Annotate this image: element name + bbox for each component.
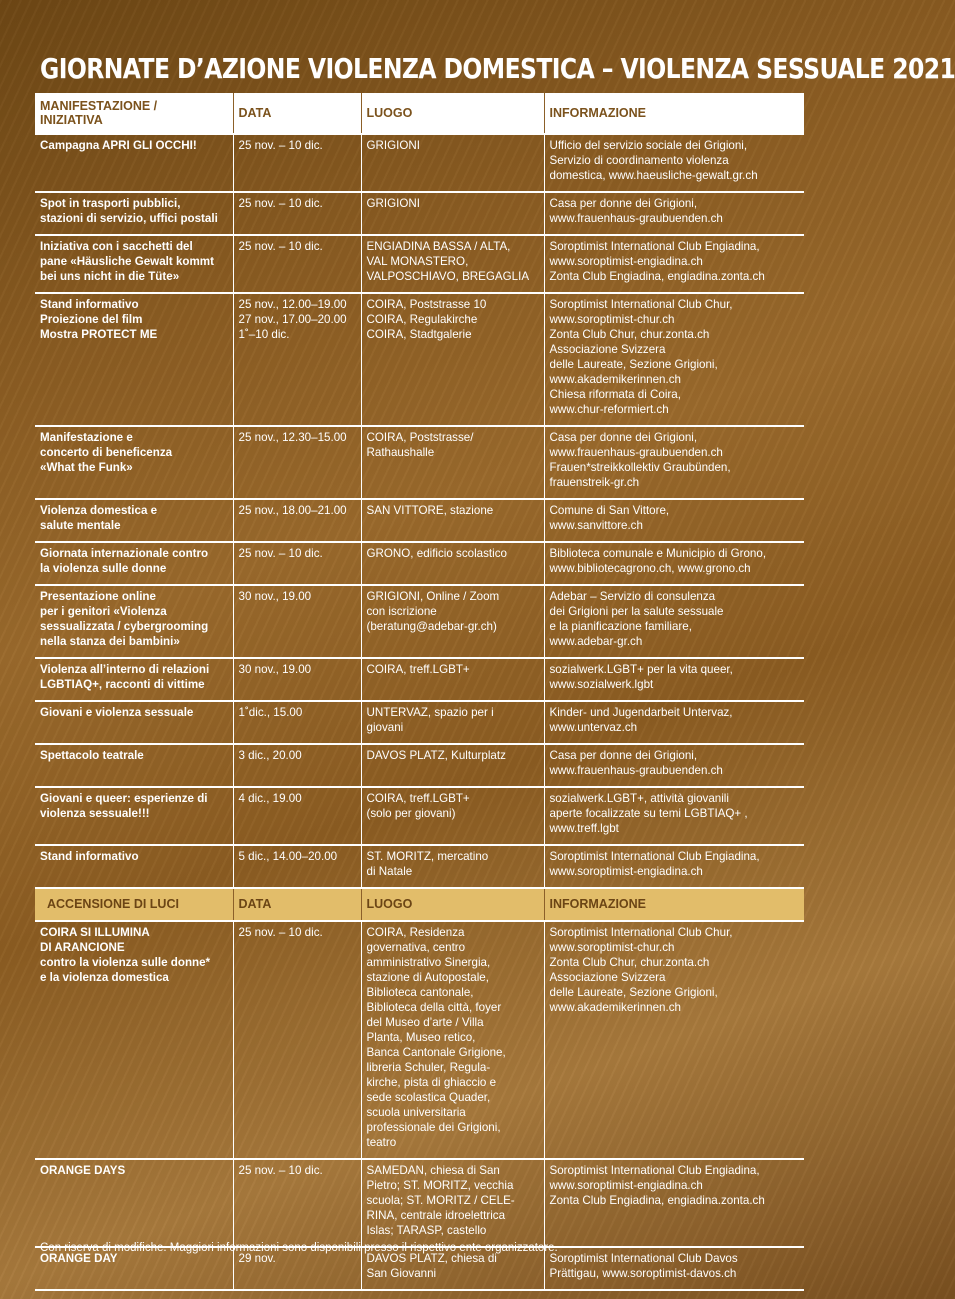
place-cell-line: scuola; ST. MORITZ / CELE- — [366, 1194, 515, 1207]
event-cell-line: Mostra PROTECT ME — [40, 328, 158, 341]
date-cell — [233, 744, 361, 787]
info-cell — [544, 192, 804, 235]
event-cell — [35, 787, 233, 845]
date-cell-line: 25 nov. – 10 dic. — [238, 197, 323, 210]
info-cell-line: www.chur-reformiert.ch — [549, 403, 669, 416]
event-cell-line: concerto di beneficenza — [40, 446, 173, 459]
info-cell-line: sozialwerk.LGBT+ per la vita queer, — [549, 663, 733, 676]
info-cell-line: domestica, www.haeusliche-gewalt.gr.ch — [549, 169, 758, 182]
table-row — [35, 1159, 804, 1247]
event-cell-line: contro la violenza sulle donne* — [40, 956, 211, 969]
place-cell — [361, 658, 544, 701]
event-cell — [35, 192, 233, 235]
info-cell-line: Zonta Club Engiadina, engiadina.zonta.ch — [549, 270, 765, 283]
place-cell-line: COIRA, Stadtgalerie — [366, 328, 472, 341]
date-cell — [233, 701, 361, 744]
info-cell-line: Associazione Svizzera — [549, 971, 666, 984]
date-cell-line: 30 nov., 19.00 — [238, 590, 312, 603]
info-cell-line: Casa per donne dei Grigioni, — [549, 431, 698, 444]
place-cell-line: (solo per giovani) — [366, 807, 456, 820]
event-cell-line: DI ARANCIONE — [40, 941, 125, 954]
place-cell-line: RINA, centrale idroelettrica — [366, 1209, 506, 1222]
place-cell-line: Planta, Museo retico, — [366, 1031, 476, 1044]
event-cell-line: ORANGE DAY — [40, 1252, 118, 1265]
event-cell-line: Campagna APRI GLI OCCHI! — [40, 139, 197, 152]
table-row — [35, 235, 804, 293]
info-cell-line: www.treff.lgbt — [549, 822, 619, 835]
event-cell-line: Spettacolo teatrale — [40, 749, 144, 762]
event-cell-line: sessualizzata / cybergrooming — [40, 620, 209, 633]
info-cell-line: www.soroptimist-chur.ch — [549, 941, 675, 954]
info-cell-line: delle Laureate, Sezione Grigioni, — [549, 986, 718, 999]
date-cell-line: 25 nov. – 10 dic. — [238, 547, 323, 560]
place-cell-line: GRIGIONI — [366, 197, 420, 210]
info-cell-line: aperte focalizzate su temi LGBTIAQ+ , — [549, 807, 748, 820]
place-cell-line: governativa, centro — [366, 941, 466, 954]
date-cell-line: 5 dic., 14.00–20.00 — [238, 850, 338, 863]
table-row — [35, 542, 804, 585]
event-cell — [35, 426, 233, 499]
place-cell — [361, 134, 544, 192]
date-cell — [233, 658, 361, 701]
info-cell-line: Chiesa riformata di Coira, — [549, 388, 681, 401]
date-cell-line: 1˚–10 dic. — [238, 328, 290, 341]
table-row — [35, 921, 804, 1159]
place-cell — [361, 787, 544, 845]
event-cell-line: bei uns nicht in die Tüte» — [40, 270, 180, 283]
place-cell-line: (beratung@adebar-gr.ch) — [366, 620, 497, 633]
info-cell-line: e la pianificazione familiare, — [549, 620, 692, 633]
event-cell — [35, 845, 233, 888]
info-cell — [544, 1247, 804, 1290]
info-cell-line: www.frauenhaus-graubuenden.ch — [549, 446, 723, 459]
event-cell-line: Stand informativo — [40, 850, 139, 863]
info-cell — [544, 921, 804, 1159]
date-cell-line: 25 nov., 12.30–15.00 — [238, 431, 347, 444]
event-cell-line: Giovani e violenza sessuale — [40, 706, 194, 719]
place-cell-line: Biblioteca cantonale, — [366, 986, 474, 999]
info-cell-line: Frauen*streikkollektiv Graubünden, — [549, 461, 731, 474]
info-cell-line: Servizio di coordinamento violenza — [549, 154, 729, 167]
date-cell-line: 4 dic., 19.00 — [238, 792, 302, 805]
place-cell — [361, 585, 544, 658]
date-cell — [233, 293, 361, 426]
event-cell — [35, 658, 233, 701]
info-cell-line: Kinder- und Jugendarbeit Untervaz, — [549, 706, 733, 719]
info-cell-line: www.soroptimist-engiadina.ch — [549, 1179, 703, 1192]
event-cell-line: Presentazione online — [40, 590, 156, 603]
event-cell-line: per i genitori «Violenza — [40, 605, 167, 618]
table-header — [35, 93, 804, 134]
date-cell-line: 25 nov. – 10 dic. — [238, 139, 323, 152]
date-cell-line: 25 nov., 12.00–19.00 — [238, 298, 347, 311]
place-cell-line: scuola universitaria — [366, 1106, 466, 1119]
info-cell — [544, 134, 804, 192]
page-title: GIORNATE D’AZIONE VIOLENZA DOMESTICA – VIOLENZA SESSUALE 2021 — [40, 52, 955, 86]
place-cell-line: GRONO, edificio scolastico — [366, 547, 507, 560]
place-cell-line: giovani — [366, 721, 404, 734]
place-cell-line: GRIGIONI — [366, 139, 420, 152]
info-cell — [544, 1159, 804, 1247]
place-cell-line: COIRA, Poststrasse 10 — [366, 298, 487, 311]
place-cell-line: VAL MONASTERO, — [366, 255, 469, 268]
place-cell-line: San Giovanni — [366, 1267, 437, 1280]
table-row — [35, 293, 804, 426]
date-cell-line: 3 dic., 20.00 — [238, 749, 302, 762]
place-cell-line: Pietro; ST. MORITZ, vecchia — [366, 1179, 514, 1192]
place-cell-line: COIRA, Regulakirche — [366, 313, 478, 326]
date-cell-line: 1˚dic., 15.00 — [238, 706, 303, 719]
date-cell — [233, 845, 361, 888]
event-cell-line: Stand informativo — [40, 298, 139, 311]
event-cell-line: pane «Häusliche Gewalt kommt — [40, 255, 214, 268]
place-cell — [361, 701, 544, 744]
event-cell — [35, 701, 233, 744]
info-cell-line: www.frauenhaus-graubuenden.ch — [549, 764, 723, 777]
header-date: DATA — [233, 93, 361, 134]
date-cell-line: 25 nov., 18.00–21.00 — [238, 504, 347, 517]
date-cell — [233, 585, 361, 658]
info-cell-line: Zonta Club Engiadina, engiadina.zonta.ch — [549, 1194, 765, 1207]
place-cell-line: SAMEDAN, chiesa di San — [366, 1164, 500, 1177]
header-lights-info: INFORMAZIONE — [544, 888, 804, 921]
table-row — [35, 134, 804, 192]
place-cell-line: Banca Cantonale Grigione, — [366, 1046, 506, 1059]
info-cell-line: Associazione Svizzera — [549, 343, 666, 356]
table-row — [35, 787, 804, 845]
place-cell-line: del Museo d’arte / Villa — [366, 1016, 484, 1029]
place-cell-line: COIRA, Poststrasse/ — [366, 431, 474, 444]
date-cell — [233, 235, 361, 293]
place-cell — [361, 744, 544, 787]
place-cell — [361, 921, 544, 1159]
info-cell — [544, 845, 804, 888]
info-cell-line: Prättigau, www.soroptimist-davos.ch — [549, 1267, 737, 1280]
date-cell — [233, 787, 361, 845]
info-cell-line: Soroptimist International Club Engiadina, — [549, 850, 760, 863]
date-cell-line: 25 nov. – 10 dic. — [238, 240, 323, 253]
place-cell — [361, 499, 544, 542]
info-cell-line: Adebar – Servizio di consulenza — [549, 590, 716, 603]
table-row — [35, 499, 804, 542]
event-cell — [35, 1159, 233, 1247]
header-event: MANIFESTAZIONE / INIZIATIVA — [35, 93, 233, 134]
info-cell — [544, 542, 804, 585]
event-cell-line: Violenza domestica e — [40, 504, 158, 517]
place-cell-line: DAVOS PLATZ, Kulturplatz — [366, 749, 506, 762]
info-cell — [544, 744, 804, 787]
place-cell-line: COIRA, treff.LGBT+ — [366, 663, 470, 676]
info-cell-line: www.soroptimist-chur.ch — [549, 313, 675, 326]
event-cell-line: COIRA SI ILLUMINA — [40, 926, 150, 939]
info-cell-line: frauenstreik-gr.ch — [549, 476, 640, 489]
event-cell — [35, 499, 233, 542]
info-cell — [544, 426, 804, 499]
info-cell-line: www.bibliotecagrono.ch, www.grono.ch — [549, 562, 751, 575]
event-cell — [35, 235, 233, 293]
place-cell-line: con iscrizione — [366, 605, 437, 618]
date-cell — [233, 1159, 361, 1247]
date-cell — [233, 134, 361, 192]
event-cell-line: Giornata internazionale contro — [40, 547, 209, 560]
place-cell-line: sede scolastica Quader, — [366, 1091, 491, 1104]
event-cell-line: e la violenza domestica — [40, 971, 169, 984]
place-cell-line: Biblioteca della città, foyer — [366, 1001, 502, 1014]
info-cell-line: Soroptimist International Club Chur, — [549, 926, 733, 939]
place-cell-line: ST. MORITZ, mercatino — [366, 850, 489, 863]
info-cell-line: delle Laureate, Sezione Grigioni, — [549, 358, 718, 371]
event-cell — [35, 744, 233, 787]
info-cell-line: Zonta Club Chur, chur.zonta.ch — [549, 956, 710, 969]
event-cell-line: Manifestazione e — [40, 431, 133, 444]
info-cell-line: www.untervaz.ch — [549, 721, 638, 734]
place-cell-line: stazione di Autopostale, — [366, 971, 489, 984]
event-cell-line: nella stanza dei bambini» — [40, 635, 180, 648]
header-lights-date: DATA — [233, 888, 361, 921]
table-row — [35, 585, 804, 658]
event-cell-line: stazioni di servizio, uffici postali — [40, 212, 218, 225]
place-cell-line: kirche, pista di ghiaccio e — [366, 1076, 497, 1089]
event-cell-line: Violenza all’interno di relazioni — [40, 663, 210, 676]
event-cell — [35, 585, 233, 658]
event-cell-line: «What the Funk» — [40, 461, 133, 474]
info-cell-line: Ufficio del servizio sociale dei Grigioni, — [549, 139, 748, 152]
table-row — [35, 426, 804, 499]
event-cell-line: la violenza sulle donne — [40, 562, 167, 575]
info-cell-line: Soroptimist International Club Engiadina, — [549, 240, 760, 253]
footer-note: Con riserva di modifiche. Maggiori informazioni sono disponibili presso il rispettivo ente organizzatore. — [40, 1242, 558, 1254]
info-cell-line: dei Grigioni per la salute sessuale — [549, 605, 724, 618]
place-cell-line: libreria Schuler, Regula- — [366, 1061, 491, 1074]
date-cell — [233, 921, 361, 1159]
date-cell-line: 30 nov., 19.00 — [238, 663, 312, 676]
date-cell-line: 29 nov. — [238, 1252, 276, 1265]
table-row — [35, 701, 804, 744]
date-cell — [233, 499, 361, 542]
info-cell — [544, 701, 804, 744]
info-cell — [544, 499, 804, 542]
place-cell — [361, 426, 544, 499]
lights-header — [35, 888, 804, 921]
info-cell-line: www.soroptimist-engiadina.ch — [549, 255, 703, 268]
date-cell-line: 25 nov. – 10 dic. — [238, 926, 323, 939]
place-cell-line: professionale dei Grigioni, — [366, 1121, 501, 1134]
table-row — [35, 658, 804, 701]
header-info: INFORMAZIONE — [544, 93, 804, 134]
info-cell-line: www.frauenhaus-graubuenden.ch — [549, 212, 723, 225]
date-cell-line: 27 nov., 17.00–20.00 — [238, 313, 347, 326]
lights-body — [35, 921, 804, 1290]
info-cell — [544, 658, 804, 701]
place-cell — [361, 192, 544, 235]
info-cell-line: Soroptimist International Club Davos — [549, 1252, 738, 1265]
place-cell-line: ENGIADINA BASSA / ALTA, — [366, 240, 511, 253]
info-cell-line: www.sanvittore.ch — [549, 519, 643, 532]
header-lights-place: LUOGO — [361, 888, 544, 921]
event-cell-line: Spot in trasporti pubblici, — [40, 197, 181, 210]
place-cell — [361, 1159, 544, 1247]
table-row — [35, 845, 804, 888]
place-cell-line: Islas; TARASP, castello — [366, 1224, 487, 1237]
info-cell — [544, 293, 804, 426]
info-cell-line: Casa per donne dei Grigioni, — [549, 197, 698, 210]
event-cell-line: Giovani e queer: esperienze di — [40, 792, 208, 805]
event-cell-line: LGBTIAQ+, racconti di vittime — [40, 678, 205, 691]
table-row — [35, 744, 804, 787]
place-cell-line: COIRA, Residenza — [366, 926, 465, 939]
place-cell-line: Rathaushalle — [366, 446, 435, 459]
events-body — [35, 134, 804, 888]
place-cell-line: VALPOSCHIAVO, BREGAGLIA — [366, 270, 530, 283]
event-cell — [35, 134, 233, 192]
header-place: LUOGO — [361, 93, 544, 134]
info-cell-line: Zonta Club Chur, chur.zonta.ch — [549, 328, 710, 341]
place-cell-line: GRIGIONI, Online / Zoom — [366, 590, 500, 603]
info-cell-line: www.akademikerinnen.ch — [549, 373, 681, 386]
info-cell-line: www.adebar-gr.ch — [549, 635, 643, 648]
place-cell — [361, 542, 544, 585]
date-cell — [233, 426, 361, 499]
info-cell-line: www.sozialwerk.lgbt — [549, 678, 654, 691]
event-cell-line: Proiezione del film — [40, 313, 143, 326]
info-cell-line: Soroptimist International Club Chur, — [549, 298, 733, 311]
place-cell-line: di Natale — [366, 865, 413, 878]
info-cell-line: www.soroptimist-engiadina.ch — [549, 865, 703, 878]
event-cell-line: ORANGE DAYS — [40, 1164, 126, 1177]
place-cell-line: DAVOS PLATZ, chiesa di — [366, 1252, 497, 1265]
info-cell-line: sozialwerk.LGBT+, attività giovanili — [549, 792, 729, 805]
info-cell-line: www.akademikerinnen.ch — [549, 1001, 681, 1014]
place-cell-line: teatro — [366, 1136, 397, 1149]
event-cell — [35, 293, 233, 426]
place-cell-line: SAN VITTORE, stazione — [366, 504, 494, 517]
info-cell-line: Biblioteca comunale e Municipio di Grono, — [549, 547, 767, 560]
event-cell-line: Iniziativa con i sacchetti del — [40, 240, 193, 253]
table-row — [35, 192, 804, 235]
date-cell-line: 25 nov. – 10 dic. — [238, 1164, 323, 1177]
info-cell-line: Comune di San Vittore, — [549, 504, 670, 517]
date-cell — [233, 192, 361, 235]
place-cell-line: COIRA, treff.LGBT+ — [366, 792, 470, 805]
info-cell-line: Soroptimist International Club Engiadina, — [549, 1164, 760, 1177]
events-table — [35, 93, 804, 1291]
info-cell — [544, 585, 804, 658]
place-cell-line: amministrativo Sinergia, — [366, 956, 491, 969]
place-cell — [361, 845, 544, 888]
event-cell-line: salute mentale — [40, 519, 121, 532]
place-cell — [361, 293, 544, 426]
event-cell — [35, 921, 233, 1159]
info-cell — [544, 235, 804, 293]
event-cell — [35, 542, 233, 585]
event-cell-line: violenza sessuale!!! — [40, 807, 150, 820]
info-cell-line: Casa per donne dei Grigioni, — [549, 749, 698, 762]
header-lights: ACCENSIONE DI LUCI — [35, 888, 233, 921]
place-cell-line: UNTERVAZ, spazio per i — [366, 706, 494, 719]
info-cell — [544, 787, 804, 845]
date-cell — [233, 542, 361, 585]
place-cell — [361, 235, 544, 293]
